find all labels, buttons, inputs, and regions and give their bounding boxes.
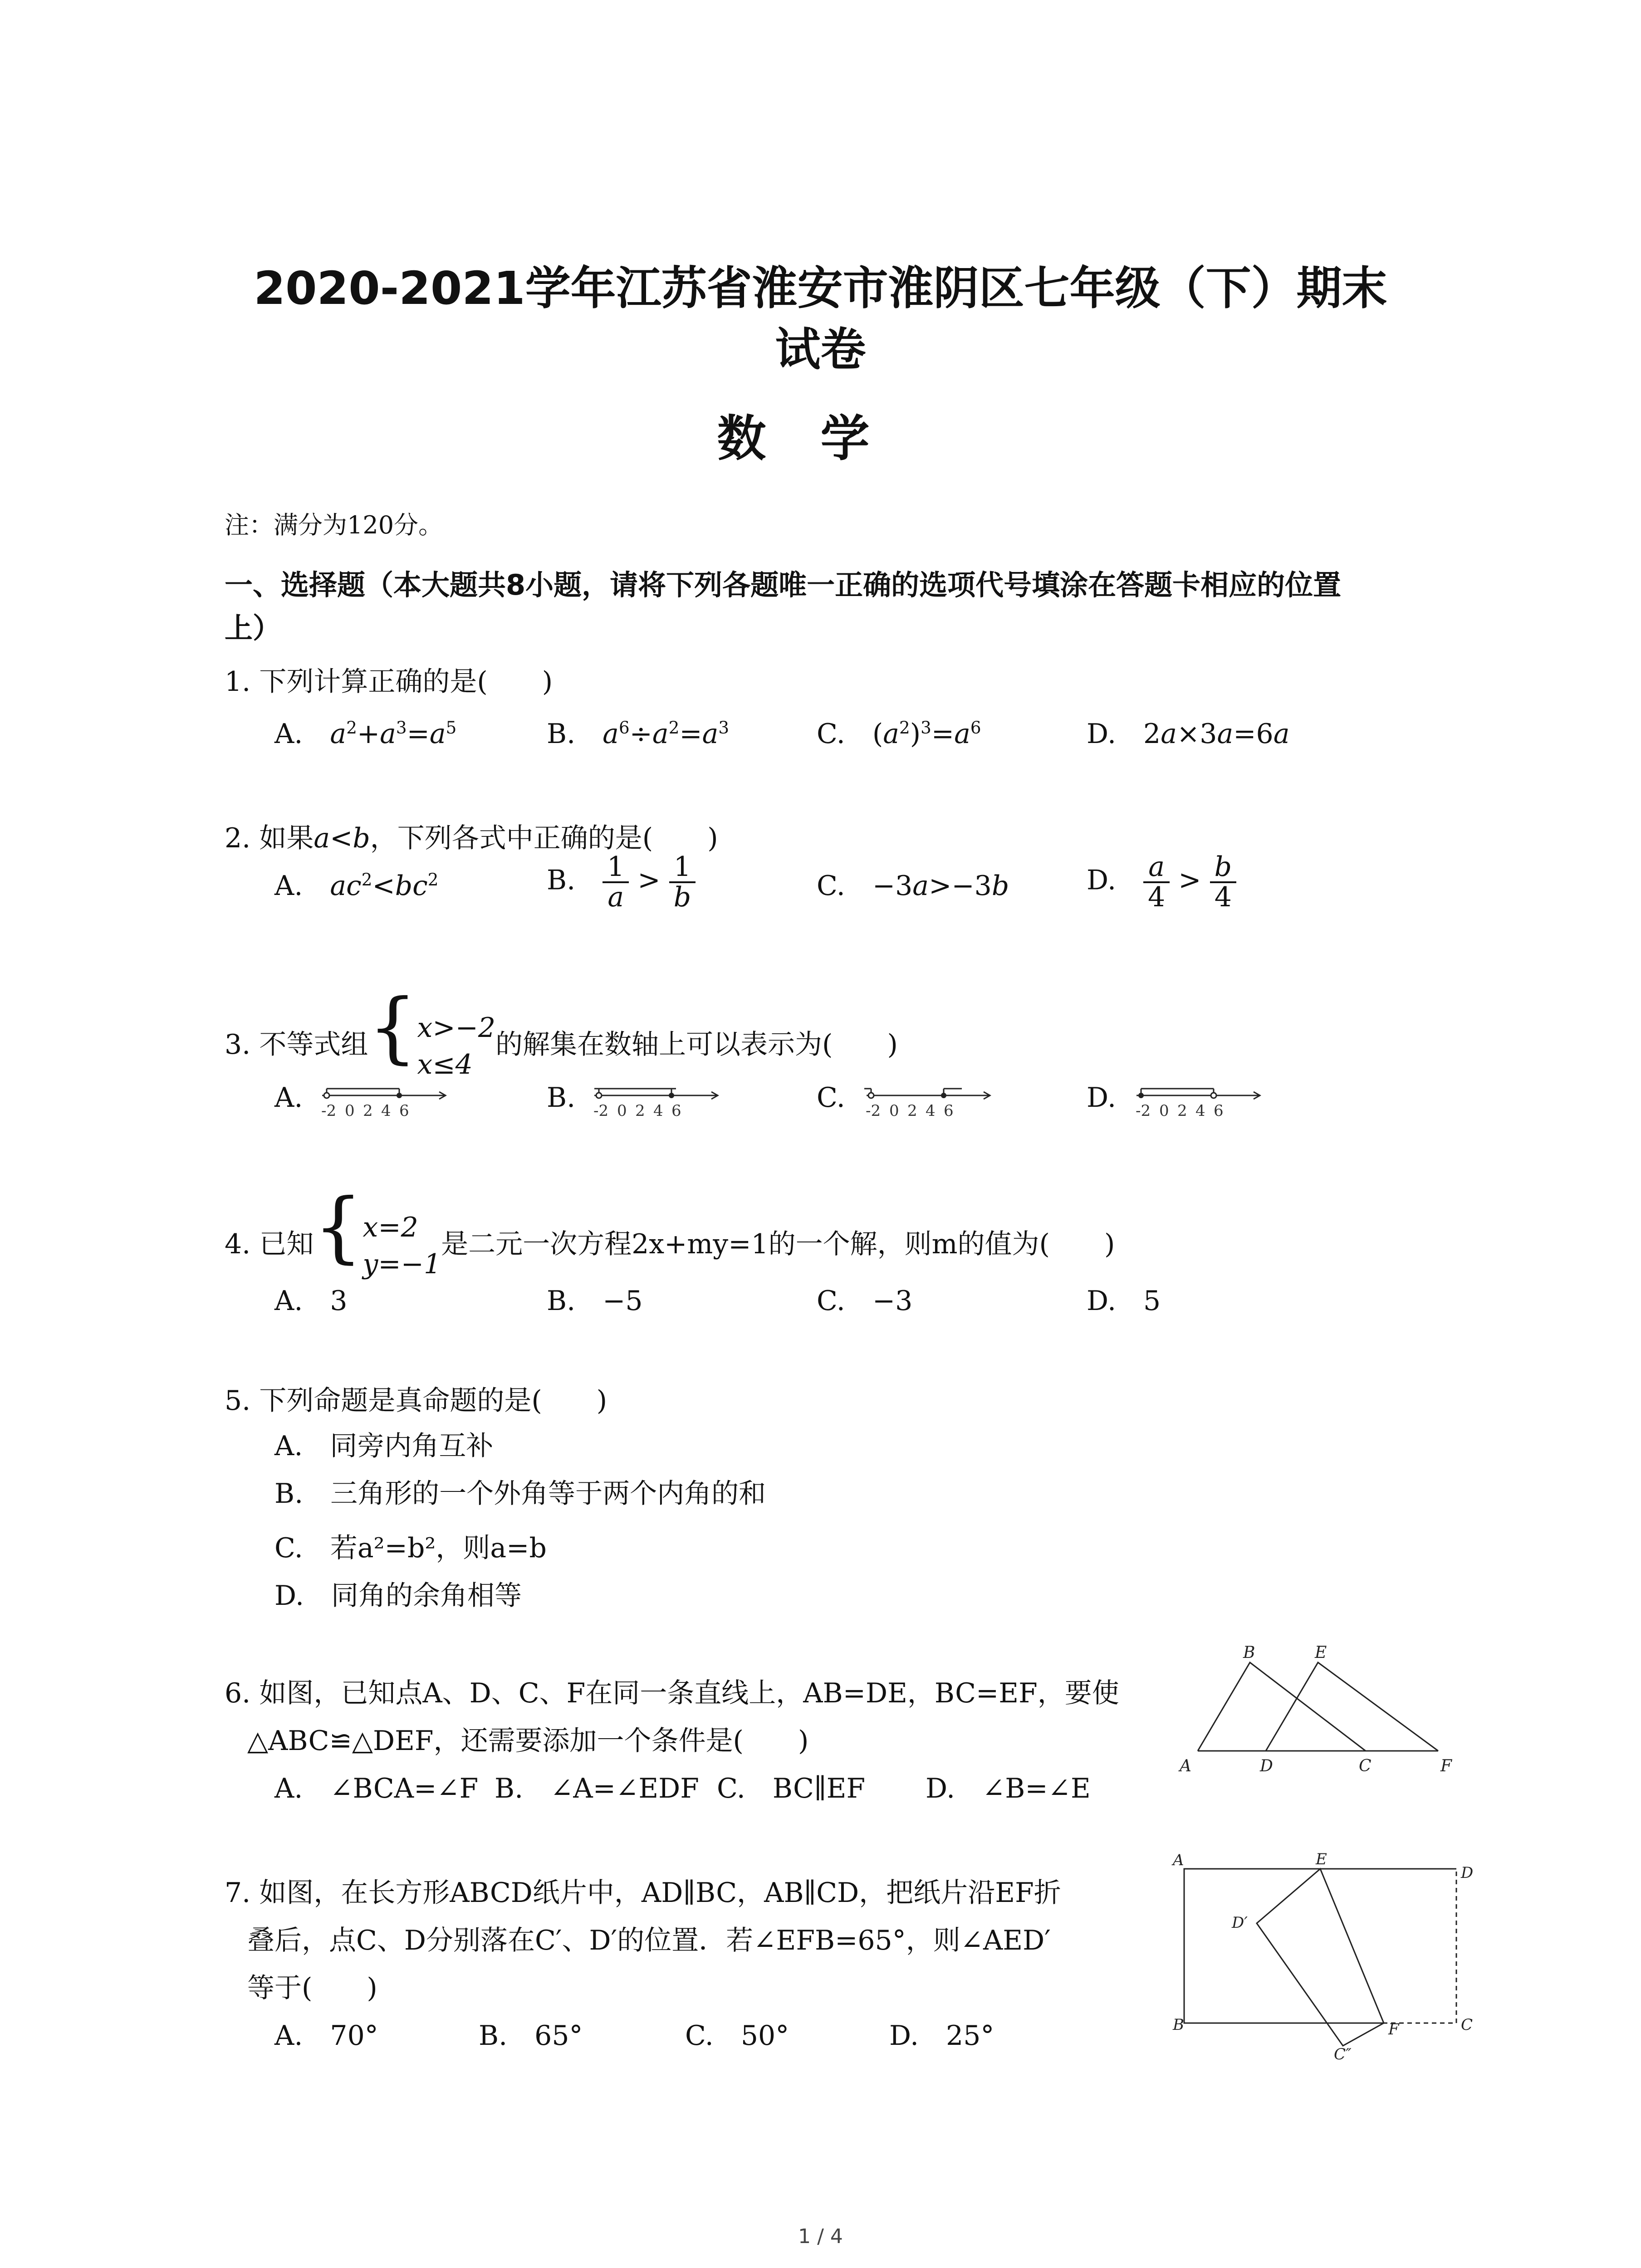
q4-system-line2: y=−1: [362, 1248, 441, 1281]
q3-system-line1: x>−2: [417, 1012, 496, 1044]
svg-text:2: 2: [635, 1102, 645, 1120]
q5-option-d: D. 同角的余角相等: [274, 1580, 522, 1612]
q4-option-a: A. 3: [274, 1285, 348, 1317]
q6-label-a: A: [1180, 1757, 1191, 1775]
q3-number-line-c: [862, 1070, 998, 1120]
svg-text:0: 0: [889, 1102, 899, 1120]
q4-system-line1: x=2: [362, 1212, 418, 1244]
q6-triangle-abc: [1198, 1662, 1366, 1751]
q2-option-a: A. $ac^2<bc^2$: [274, 870, 439, 902]
q3-stem: 3. 不等式组{x>−2 x≤4的解集在数轴上可以表示为( ): [225, 982, 898, 1081]
q7-option-b: B. 65°: [479, 2020, 583, 2052]
q6-option-b: B. ∠A=∠EDF: [495, 1773, 699, 1804]
q6-label-c: C: [1359, 1757, 1372, 1775]
q2-option-c: C. −3a>−3b: [817, 870, 1009, 902]
q7-rectangle-dashed: [1320, 1869, 1456, 2023]
q7-label-c: C: [1461, 2016, 1473, 2034]
q6-option-a: A. ∠BCA=∠F: [274, 1773, 479, 1804]
q7-label-b: B: [1173, 2016, 1184, 2034]
q7-label-e: E: [1316, 1850, 1327, 1868]
q7-option-c: C. 50°: [685, 2020, 789, 2052]
subject-title: 数学: [717, 411, 924, 467]
q6-label-d: D: [1260, 1757, 1273, 1775]
section-heading-line2: 上）: [225, 611, 281, 645]
q7-option-a: A. 70°: [274, 2020, 378, 2052]
q3-option-c-label: C.: [817, 1082, 845, 1114]
svg-text:6: 6: [944, 1102, 954, 1120]
q1-option-b: B. $a^6\div a^2=a^3$: [547, 718, 730, 750]
q1-option-c: C. $(a^2)^3=a^6$: [817, 718, 981, 750]
q4-option-c: C. −3: [817, 1285, 913, 1317]
svg-text:6: 6: [1214, 1102, 1224, 1120]
svg-text:-2: -2: [1136, 1102, 1151, 1120]
q5-stem: 5. 下列命题是真命题的是( ): [225, 1385, 607, 1417]
q1-stem: 1. 下列计算正确的是( ): [225, 666, 553, 698]
q7-rectangle-solid: [1184, 1869, 1456, 2023]
q5-option-a: A. 同旁内角互补: [274, 1430, 494, 1462]
svg-text:4: 4: [1195, 1102, 1205, 1120]
q7-folded-part: [1257, 1869, 1384, 2046]
q5-option-b: B. 三角形的一个外角等于两个内角的和: [274, 1478, 766, 1510]
q7-stem-line1: 7. 如图，在长方形ABCD纸片中，AD∥BC，AB∥CD，把纸片沿EF折: [225, 1877, 1061, 1909]
q6-option-d: D. ∠B=∠E: [926, 1773, 1091, 1804]
svg-text:-2: -2: [593, 1102, 609, 1120]
q7-label-f: F: [1388, 2020, 1399, 2038]
q6-stem-line2: △ABC≌△DEF，还需要添加一个条件是( ): [247, 1725, 809, 1757]
q7-label-a: A: [1173, 1851, 1184, 1869]
q3-system-line2: x≤4: [417, 1049, 473, 1081]
svg-text:4: 4: [926, 1102, 936, 1120]
q3-option-a-label: A.: [274, 1082, 303, 1114]
q6-label-e: E: [1315, 1643, 1327, 1662]
svg-text:4: 4: [381, 1102, 391, 1120]
q6-triangle-def: [1266, 1662, 1438, 1751]
svg-text:0: 0: [617, 1102, 627, 1120]
q6-option-c: C. BC∥EF: [717, 1773, 866, 1804]
svg-text:6: 6: [671, 1102, 681, 1120]
q7-folded-rectangle-figure: [1171, 1850, 1474, 2063]
exam-title-line2: 试卷: [775, 323, 866, 376]
page-number: 1 / 4: [798, 2225, 843, 2248]
q7-stem-line2: 叠后，点C、D分别落在C′、D′的位置．若∠EFB=65°，则∠AED′: [247, 1925, 1051, 1956]
q6-stem-line1: 6. 如图，已知点A、D、C、F在同一条直线上，AB=DE，BC=EF，要使: [225, 1677, 1119, 1709]
exam-title-line1: 2020-2021学年江苏省淮安市淮阴区七年级（下）期末: [254, 262, 1387, 315]
q7-label-c-double-prime: C″: [1334, 2045, 1352, 2063]
q3-number-line-d: [1132, 1070, 1268, 1120]
svg-text:-2: -2: [866, 1102, 881, 1120]
q4-stem: 4. 已知{x=2 y=−1是二元一次方程2x+my=1的一个解，则m的值为( ): [225, 1182, 1115, 1281]
q7-label-d: D: [1461, 1864, 1474, 1882]
svg-text:0: 0: [1159, 1102, 1169, 1120]
score-note: 注：满分为120分。: [225, 511, 443, 539]
q3-option-d-label: D.: [1087, 1082, 1117, 1114]
q3-number-line-a: [318, 1070, 454, 1120]
q6-triangles-figure: [1171, 1642, 1461, 1778]
q4-option-b: B. −5: [547, 1285, 643, 1317]
q4-option-d: D. 5: [1087, 1285, 1161, 1317]
q7-option-d: D. 25°: [889, 2020, 994, 2052]
svg-text:2: 2: [363, 1102, 373, 1120]
q6-label-f: F: [1440, 1757, 1452, 1775]
svg-text:-2: -2: [321, 1102, 337, 1120]
q1-option-d: D. 2a×3a=6a: [1087, 718, 1290, 750]
q3-option-b-label: B.: [547, 1082, 576, 1114]
svg-text:4: 4: [653, 1102, 663, 1120]
q1-option-a: A. $a^2+a^3=a^5$: [274, 718, 457, 750]
q7-label-d-prime: D′: [1232, 1914, 1248, 1932]
q2-stem: 2. 如果a<b，下列各式中正确的是( ): [225, 822, 718, 854]
q6-label-b: B: [1243, 1643, 1255, 1662]
svg-text:2: 2: [1177, 1102, 1187, 1120]
q2-option-b: B. $\frac{1}{a}$ > $\frac{1}{b}$: [547, 853, 696, 912]
q3-number-line-b: [590, 1070, 726, 1120]
q2-option-d: D. $\frac{a}{4}$ > $\frac{b}{4}$: [1087, 853, 1236, 912]
svg-text:6: 6: [399, 1102, 409, 1120]
svg-text:2: 2: [907, 1102, 917, 1120]
section-heading-line1: 一、选择题（本大题共8小题，请将下列各题唯一正确的选项代号填涂在答题卡相应的位置: [225, 568, 1342, 601]
q5-option-c: C. 若a²=b²，则a=b: [274, 1532, 547, 1564]
svg-text:0: 0: [345, 1102, 355, 1120]
q7-stem-line3: 等于( ): [247, 1972, 377, 2004]
